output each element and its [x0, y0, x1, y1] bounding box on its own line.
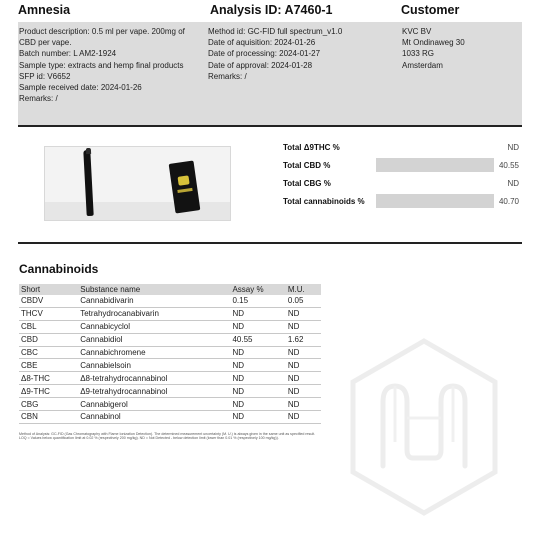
total-row-thc [283, 139, 523, 157]
date-of-aquisition: Date of aquisition: 2024-01-26 [208, 38, 316, 48]
cell-short: Δ8-THC [19, 372, 78, 385]
cell-mu: ND [286, 372, 321, 385]
sample-received-date: Sample received date: 2024-01-26 [19, 83, 142, 93]
table-row [19, 411, 321, 424]
divider-middle [18, 242, 522, 244]
cell-short: CBL [19, 320, 78, 333]
customer-city: Amsterdam [402, 60, 443, 70]
cell-assay: ND [230, 398, 285, 411]
total-bar [376, 194, 494, 208]
date-of-processing: Date of processing: 2024-01-27 [208, 49, 321, 59]
lab-logo-watermark-icon [349, 338, 499, 516]
cell-mu: ND [286, 385, 321, 398]
column-header-substance: Substance name [78, 284, 230, 295]
cell-short: CBE [19, 359, 78, 372]
customer-name: KVC BV [402, 27, 432, 36]
cell-mu: ND [286, 411, 321, 424]
total-value: 40.55 [498, 161, 519, 170]
cannabinoids-table [19, 284, 321, 424]
cell-short: THCV [19, 307, 78, 320]
cell-mu: ND [286, 359, 321, 372]
table-row [19, 359, 321, 372]
customer-info-column [402, 26, 517, 71]
cell-substance: Cannabichromene [78, 346, 230, 359]
cell-mu: 0.05 [286, 295, 321, 307]
sfp-id: SFP id: V6652 [19, 71, 71, 81]
cell-assay: ND [230, 411, 285, 424]
total-label: Total cannabinoids % [283, 197, 365, 206]
column-header-short: Short [19, 284, 78, 295]
cell-substance: Cannabigerol [78, 398, 230, 411]
analysis-id: Analysis ID: A7460-1 [210, 3, 333, 17]
cell-assay: ND [230, 307, 285, 320]
customer-postcode: 1033 RG [402, 49, 435, 59]
table-row [19, 333, 321, 346]
cell-mu: 1.62 [286, 333, 321, 346]
cell-substance: Cannabidiol [78, 333, 230, 346]
total-row-cannabinoids [283, 193, 523, 211]
customer-street: Mt Ondinaweg 30 [402, 38, 465, 48]
cell-substance: Δ9-tetrahydrocannabinol [78, 385, 230, 398]
batch-number: Batch number: L AM2-1924 [19, 49, 117, 59]
cell-substance: Cannabidivarin [78, 295, 230, 307]
sample-type: Sample type: extracts and hemp final products [19, 60, 184, 70]
total-value: 40.70 [498, 197, 519, 206]
cell-assay: ND [230, 372, 285, 385]
total-label: Total Δ9THC % [283, 143, 340, 152]
total-row-cbd [283, 157, 523, 175]
cell-substance: Cannabicyclol [78, 320, 230, 333]
cell-short: CBC [19, 346, 78, 359]
date-of-approval: Date of approval: 2024-01-28 [208, 60, 313, 70]
cell-substance: Tetrahydrocanabivarin [78, 307, 230, 320]
product-title: Amnesia [18, 3, 71, 17]
customer-heading: Customer [401, 3, 460, 17]
table-row [19, 398, 321, 411]
method-info-column [208, 26, 393, 82]
column-header-assay: Assay % [230, 284, 285, 295]
total-row-cbg [283, 175, 523, 193]
table-row [19, 320, 321, 333]
cell-mu: ND [286, 320, 321, 333]
method-footnote: Method of Analysis: GC-FID (Gas Chromatography with Flame Ionization Detection). The determined measurement uncertainty (M. U.) is always given in the same unit as specified result. LOQ = Values below quantification limit at 0.02 % (respectively 200 mg/kg). ND = Not Detected - below detection limit (lower than 0.01 % (respectively 100 mg/kg)). [19, 432, 316, 441]
cell-substance: Cannabielsoin [78, 359, 230, 372]
cannabinoids-title: Cannabinoids [19, 262, 99, 276]
cell-substance: Cannabinol [78, 411, 230, 424]
method-id: Method id: GC-FID full spectrum_v1.0 [208, 27, 343, 36]
cell-short: Δ9-THC [19, 385, 78, 398]
cell-short: CBN [19, 411, 78, 424]
method-remarks: Remarks: / [208, 71, 247, 81]
product-description: Product description: 0.5 ml per vape. 200mg of CBD per vape. [19, 27, 185, 48]
table-row [19, 307, 321, 320]
total-value: ND [507, 179, 519, 188]
table-row [19, 372, 321, 385]
cell-assay: ND [230, 385, 285, 398]
total-label: Total CBD % [283, 161, 331, 170]
total-value: ND [507, 143, 519, 152]
column-header-mu: M.U. [286, 284, 321, 295]
product-photo [44, 146, 231, 221]
table-row [19, 346, 321, 359]
cell-mu: ND [286, 346, 321, 359]
cell-short: CBDV [19, 295, 78, 307]
table-row [19, 385, 321, 398]
divider-top [18, 125, 522, 127]
cell-mu: ND [286, 307, 321, 320]
table-row [19, 295, 321, 307]
cell-short: CBD [19, 333, 78, 346]
total-label: Total CBG % [283, 179, 331, 188]
cell-assay: ND [230, 346, 285, 359]
table-header-row [19, 284, 321, 295]
cell-substance: Δ8-tetrahydrocannabinol [78, 372, 230, 385]
total-bar [376, 158, 494, 172]
cell-assay: ND [230, 359, 285, 372]
cell-short: CBG [19, 398, 78, 411]
cell-assay: 0.15 [230, 295, 285, 307]
product-info-column [19, 26, 202, 104]
cell-assay: ND [230, 320, 285, 333]
product-remarks: Remarks: / [19, 94, 58, 104]
cell-assay: 40.55 [230, 333, 285, 346]
cell-mu: ND [286, 398, 321, 411]
